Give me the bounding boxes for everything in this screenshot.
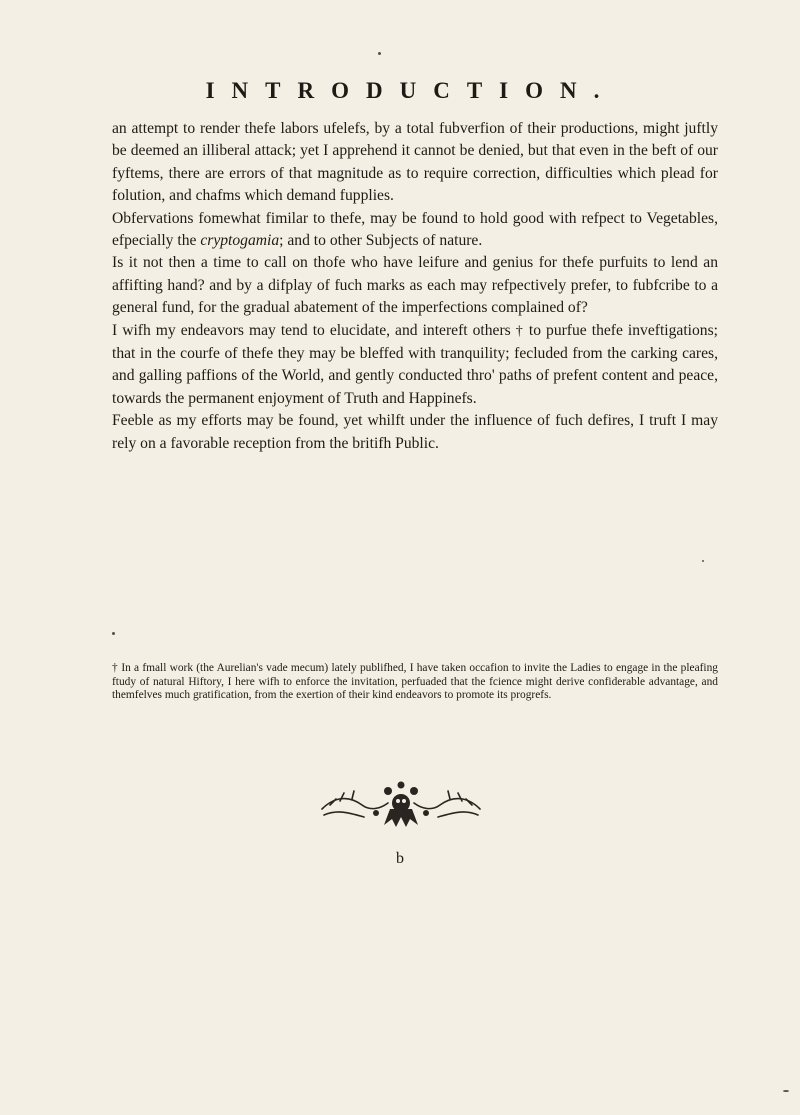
paragraph-4 — [112, 320, 718, 411]
paper-speck — [112, 632, 115, 635]
paragraph-1: an attempt to render thefe labors ufelefs, by a total fubverfion of their productions, might juftly be deemed an illiberal attack; yet I apprehend it cannot be denied, but that even in the beft of our fyftems, there are errors of that magnitude as to require correction, difficulties which plead for folution, and chafms which demand fupplies. — [112, 120, 718, 205]
paragraph-3: Is it not then a time to call on thofe who have leifure and genius for thefe purfuits to lend an affifting hand? and by a difplay of fuch marks as each may refpectively prefer, to fubfcribe to a general fund, for the gradual abatement of the imperfections complained of? — [112, 254, 718, 317]
footnote-mark: † — [112, 662, 119, 674]
paragraph-5: Feeble as my efforts may be found, yet whilft under the influence of fuch defires, I truft I may rely on a favorable reception from the britifh Public. — [112, 412, 718, 452]
paragraph-2-start: Obfervations fomewhat fimilar to thefe, may be found to hold good with refpect to Vegetables, efpecially the — [112, 209, 718, 250]
signature-mark: b — [396, 850, 404, 867]
paragraph-4-end: to purfue thefe inveftigations; that in the courfe of thefe they may be bleffed with tranquility; fecluded from the carking cares, and galling paffions of the World, and gently conducted thro' paths of prefent content and peace, towards the permanent enjoyment of Truth and Happinefs. — [112, 321, 718, 407]
paragraph-4-start: I wifh my endeavors may tend to elucidate, and intereft others — [112, 321, 516, 339]
italic-term: cryptogamia — [200, 232, 280, 250]
paper-speck — [702, 560, 704, 562]
paper-speck — [378, 52, 381, 55]
page-title: INTRODUCTION. — [205, 78, 617, 103]
decorative-ornament-icon — [318, 779, 484, 829]
body-text — [112, 118, 718, 455]
footnote-text: In a fmall work (the Aurelian's vade mecum) lately publifhed, I have taken occafion to invite the Ladies to engage in the pleafing ftudy of natural Hiftory, I here wifh to enforce the invitation, perfuaded that the fcience might derive confiderable advantage, and themfelves much gratification, from the exertion of their kind endeavors to promote its progrefs. — [112, 662, 718, 702]
footnote-reference-mark: † — [515, 323, 524, 339]
footnote — [112, 662, 718, 703]
paragraph-2 — [112, 208, 718, 253]
paper-speck — [783, 1090, 789, 1092]
paragraph-2-end: ; and to other Subjects of nature. — [279, 232, 483, 250]
